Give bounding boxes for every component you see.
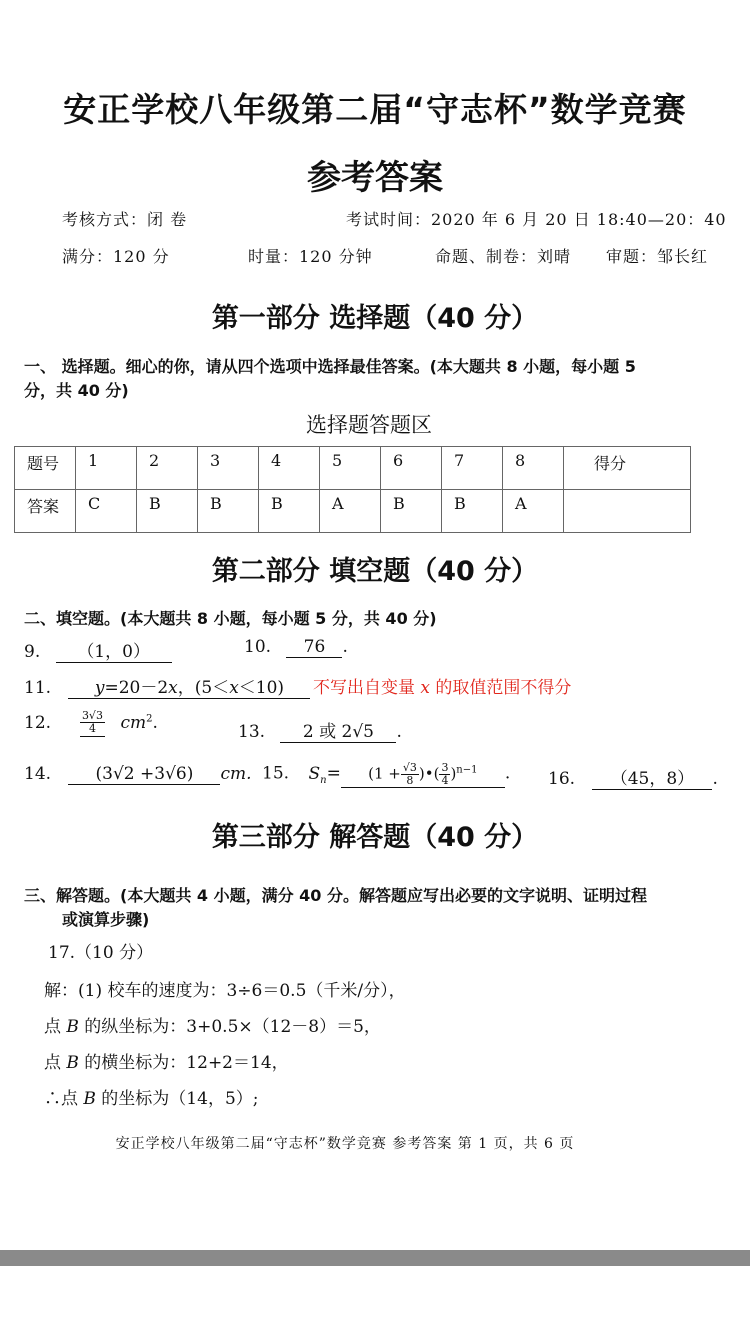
solution-line-2: 点 B 的纵坐标为：3+0.5×（12－8）＝5， bbox=[44, 1017, 381, 1037]
q11-label: 11. bbox=[24, 678, 52, 698]
table-cell-score-label: 得分 bbox=[564, 447, 691, 490]
full-score: 满分：120 分 bbox=[62, 247, 170, 266]
document-title: 安正学校八年级第二届“守志杯”数学竞赛 bbox=[63, 90, 687, 129]
q10-answer: 76 bbox=[286, 637, 342, 658]
part2-heading: 第二部分 填空题（40 分） bbox=[211, 556, 539, 587]
reviewer: 审题：邹长红 bbox=[606, 247, 709, 266]
table-cell: C bbox=[76, 490, 137, 533]
q13-answer: 2 或 2√5 bbox=[280, 717, 396, 743]
duration: 时量：120 分钟 bbox=[248, 247, 373, 266]
bottom-bar bbox=[0, 1250, 750, 1266]
document-subtitle: 参考答案 bbox=[307, 158, 443, 198]
q12-unit: cm bbox=[120, 713, 147, 733]
part1-instruction-line2: 分，共 40 分) bbox=[24, 381, 129, 400]
q16: 16. （45，8） . bbox=[548, 764, 718, 790]
table-cell: A bbox=[320, 490, 381, 533]
exam-time: 考试时间：2020 年 6 月 20 日 18:40—20：40 bbox=[346, 210, 727, 229]
q12: 12. $\frac{3√3}{4}$ $cm^2$. bbox=[24, 709, 158, 735]
table-cell: B bbox=[259, 490, 320, 533]
table-cell: A bbox=[503, 490, 564, 533]
q14 bbox=[24, 764, 252, 785]
part2-instruction: 二、填空题。(本大题共 8 小题，每小题 5 分，共 40 分) bbox=[24, 609, 437, 628]
table-cell-label: 答案 bbox=[15, 490, 76, 533]
q15-label: 15. bbox=[262, 763, 290, 784]
q17-header: 17.（10 分） bbox=[48, 943, 154, 963]
q10-label: 10. bbox=[244, 637, 272, 657]
q14-label: 14. bbox=[24, 764, 52, 784]
table-cell: B bbox=[381, 490, 442, 533]
table-cell: 6 bbox=[381, 447, 442, 490]
answer-table-title: 选择题答题区 bbox=[306, 413, 432, 437]
table-row bbox=[15, 490, 691, 533]
q15: 15. $S_n= (1$ + $\frac{√3}{8}$ )•( $\frac{3}{4}$ )$^{n-1}$ . bbox=[262, 761, 511, 787]
table-cell-score bbox=[564, 490, 691, 533]
table-cell: 2 bbox=[137, 447, 198, 490]
part3-instruction-line2: 或演算步骤) bbox=[62, 910, 150, 929]
q9-label: 9. bbox=[24, 642, 41, 662]
table-cell-label: 题号 bbox=[15, 447, 76, 490]
q11-note: 不写出自变量 x 的取值范围不得分 bbox=[313, 678, 572, 698]
solution-line-1: 解：(1) 校车的速度为：3÷6＝0.5（千米/分）， bbox=[44, 981, 406, 1001]
answer-table bbox=[14, 446, 691, 533]
q12-label: 12. bbox=[24, 713, 52, 733]
q16-answer: （45，8） bbox=[592, 764, 712, 790]
q11-answer: y=20－2x，(5＜x＜10) bbox=[68, 673, 310, 699]
q10: 10. 76 . bbox=[244, 637, 348, 657]
table-cell: 4 bbox=[259, 447, 320, 490]
q9-answer: （1，0） bbox=[56, 637, 172, 663]
q12-answer bbox=[64, 710, 120, 737]
q13-label: 13. bbox=[238, 722, 266, 742]
part3-heading: 第三部分 解答题（40 分） bbox=[211, 822, 539, 853]
table-row bbox=[15, 447, 691, 490]
q14-unit: cm. bbox=[220, 764, 252, 784]
q12-numerator: 3√3 bbox=[81, 709, 103, 722]
table-cell: B bbox=[198, 490, 259, 533]
table-cell: 7 bbox=[442, 447, 503, 490]
page-footer: 安正学校八年级第二届“守志杯”数学竞赛 参考答案 第 1 页，共 6 页 bbox=[115, 1136, 575, 1152]
exam-mode: 考核方式：闭 卷 bbox=[62, 210, 188, 229]
q13: 13. 2 或 2√5 . bbox=[238, 717, 402, 743]
part3-instruction-line1: 三、解答题。(本大题共 4 小题，满分 40 分。解答题应写出必要的文字说明、证明过程 bbox=[24, 886, 647, 905]
solution-line-3: 点 B 的横坐标为：12+2＝14， bbox=[44, 1053, 289, 1073]
table-cell: B bbox=[137, 490, 198, 533]
part1-instruction-line1: 一、 选择题。细心的你，请从四个选项中选择最佳答案。(本大题共 8 小题，每小题 5 bbox=[24, 357, 636, 376]
q14-answer: (3√2 +3√6) bbox=[68, 764, 220, 785]
q9 bbox=[24, 637, 172, 663]
q12-denominator: 4 bbox=[88, 722, 96, 735]
table-cell: 1 bbox=[76, 447, 137, 490]
table-cell: 3 bbox=[198, 447, 259, 490]
part1-heading: 第一部分 选择题（40 分） bbox=[211, 303, 539, 334]
table-cell: 5 bbox=[320, 447, 381, 490]
setter: 命题、制卷：刘晴 bbox=[435, 247, 572, 266]
table-cell: B bbox=[442, 490, 503, 533]
q16-label: 16. bbox=[548, 769, 576, 789]
q11 bbox=[24, 673, 310, 699]
q15-answer: (1 + $\frac{√3}{8}$ )•( $\frac{3}{4}$ )$^{n-1}$ bbox=[341, 762, 505, 788]
table-cell: 8 bbox=[503, 447, 564, 490]
solution-line-4: ∴点 B 的坐标为（14，5）; bbox=[44, 1089, 259, 1109]
